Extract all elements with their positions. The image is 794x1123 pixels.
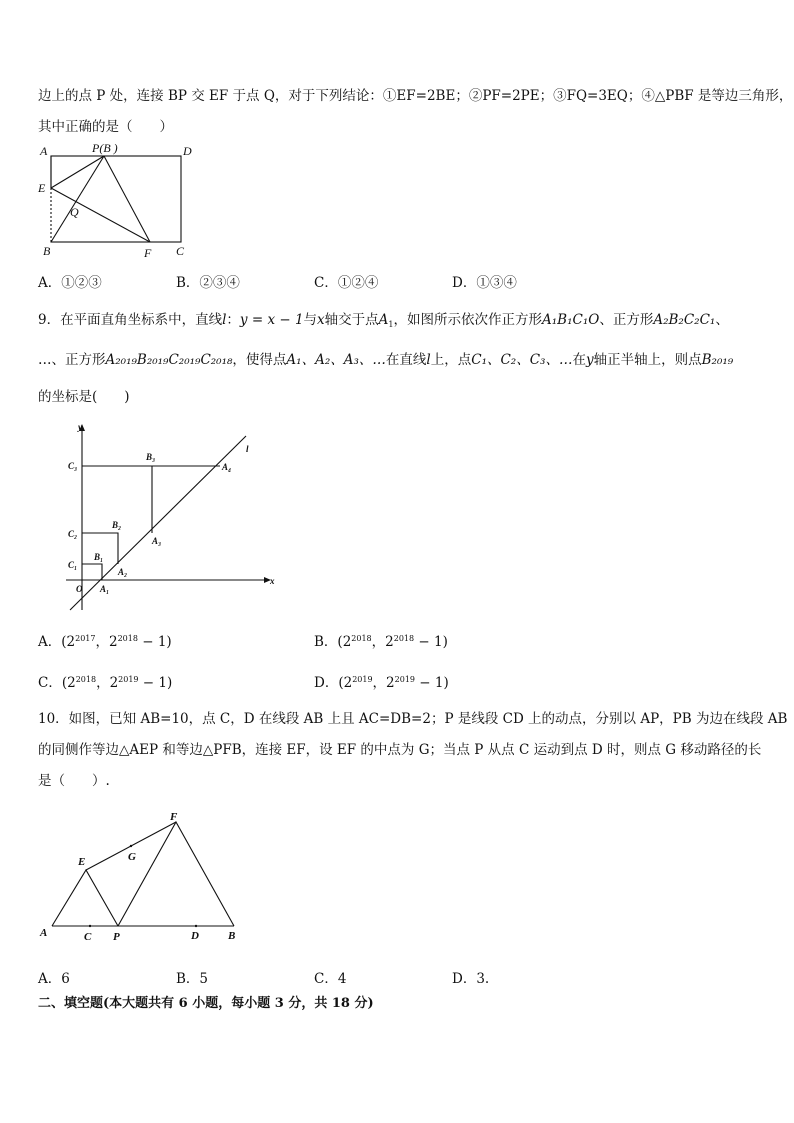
q10-line-2: 的同侧作等边△AEP 和等边△PFB，连接 EF，设 EF 的中点为 G；当点 P 从点 C 运动到点 D 时，则点 G 移动路径的长 [38,742,762,758]
q8-option-b[interactable]: B．②③④ [176,275,240,291]
label-p: P(B ) [92,141,118,155]
label-e: E [38,181,46,195]
label-e: E [78,856,86,868]
q10-line-1: 10．如图，已知 AB=10，点 C，D 在线段 AB 上且 AC=DB=2；P 是线段 CD 上的动点，分别以 AP，PB 为边在线段 AB [38,711,788,727]
label-p: P [113,931,120,943]
label-a2: A₂ [118,567,128,577]
label-b: B [43,244,51,258]
q8-option-a[interactable]: A．①②③ [38,275,102,291]
q9-line-1: 9．在平面直角坐标系中，直线l：y = x − 1与x轴交于点$A_1$，如图所示依次作正方形A₁B₁C₁O、正方形A₂B₂C₂C₁、 [38,312,729,329]
q9-option-d[interactable]: D．($2^{2019}$，$2^{2019} - 1$) [314,675,449,691]
label-x: x [270,576,275,586]
q9-figure [62,420,282,620]
label-b2: B₂ [112,520,122,530]
label-c2: C₂ [68,529,78,539]
label-a3: A₃ [152,536,162,546]
triangle-pfb [118,822,234,926]
label-a1: A₁ [100,584,110,594]
label-o: O [76,584,83,594]
q8-option-c[interactable]: C．①②④ [314,275,379,291]
label-f: F [144,246,152,260]
label-c: C [84,931,92,943]
label-l: l [246,444,249,454]
label-a: A [40,927,48,939]
triangle-aep [52,870,118,926]
label-c3: C₃ [68,461,78,471]
label-d: D [191,930,199,942]
q10-option-c[interactable]: C．4 [314,971,347,987]
label-b1: B₁ [94,552,104,562]
label-f: F [170,811,178,823]
q9-line-2: …、正方形A₂₀₁₉B₂₀₁₉C₂₀₁₉C₂₀₁₈，使得点A₁、A₂、A₃、…在直线l上，点C₁、C₂、C₃、…在y轴正半轴上，则点B₂₀₁₉ [38,352,734,368]
label-d: D [183,144,192,158]
q10-line-3: 是（ ）. [38,773,110,789]
q8-line-2: 其中正确的是（ ） [38,119,173,135]
label-c: C [176,244,185,258]
label-g: G [128,851,136,863]
section-heading: 二、填空题(本大题共有 6 小题，每小题 3 分，共 18 分) [38,996,374,1011]
q10-option-a[interactable]: A．6 [38,971,70,987]
q9-option-a[interactable]: A．($2^{2017}$，$2^{2018} - 1$) [38,634,172,650]
q9-line-3: 的坐标是( ) [38,389,130,405]
q8-figure [30,138,200,262]
label-c1: C₁ [68,560,78,570]
q10-figure [36,808,246,948]
q10-option-d[interactable]: D．3. [452,971,490,987]
line-l [70,436,246,610]
label-b: B [228,930,236,942]
q10-option-b[interactable]: B．5 [176,971,209,987]
label-q: Q [70,205,79,219]
label-a: A [40,144,48,158]
q9-option-b[interactable]: B．($2^{2018}$，$2^{2018} - 1$) [314,634,448,650]
q8-option-d[interactable]: D．①③④ [452,275,517,291]
q8-line-1: 边上的点 P 处，连接 BP 交 EF 于点 Q，对于下列结论：①EF=2BE；②PF=2PE；③FQ=3EQ；④△PBF 是等边三角形， [38,88,793,104]
label-y: y [78,422,82,432]
label-b3: B₃ [146,452,156,462]
label-a4: A₄ [222,462,232,472]
q9-option-c[interactable]: C．($2^{2018}$，$2^{2019} - 1$) [38,675,173,691]
